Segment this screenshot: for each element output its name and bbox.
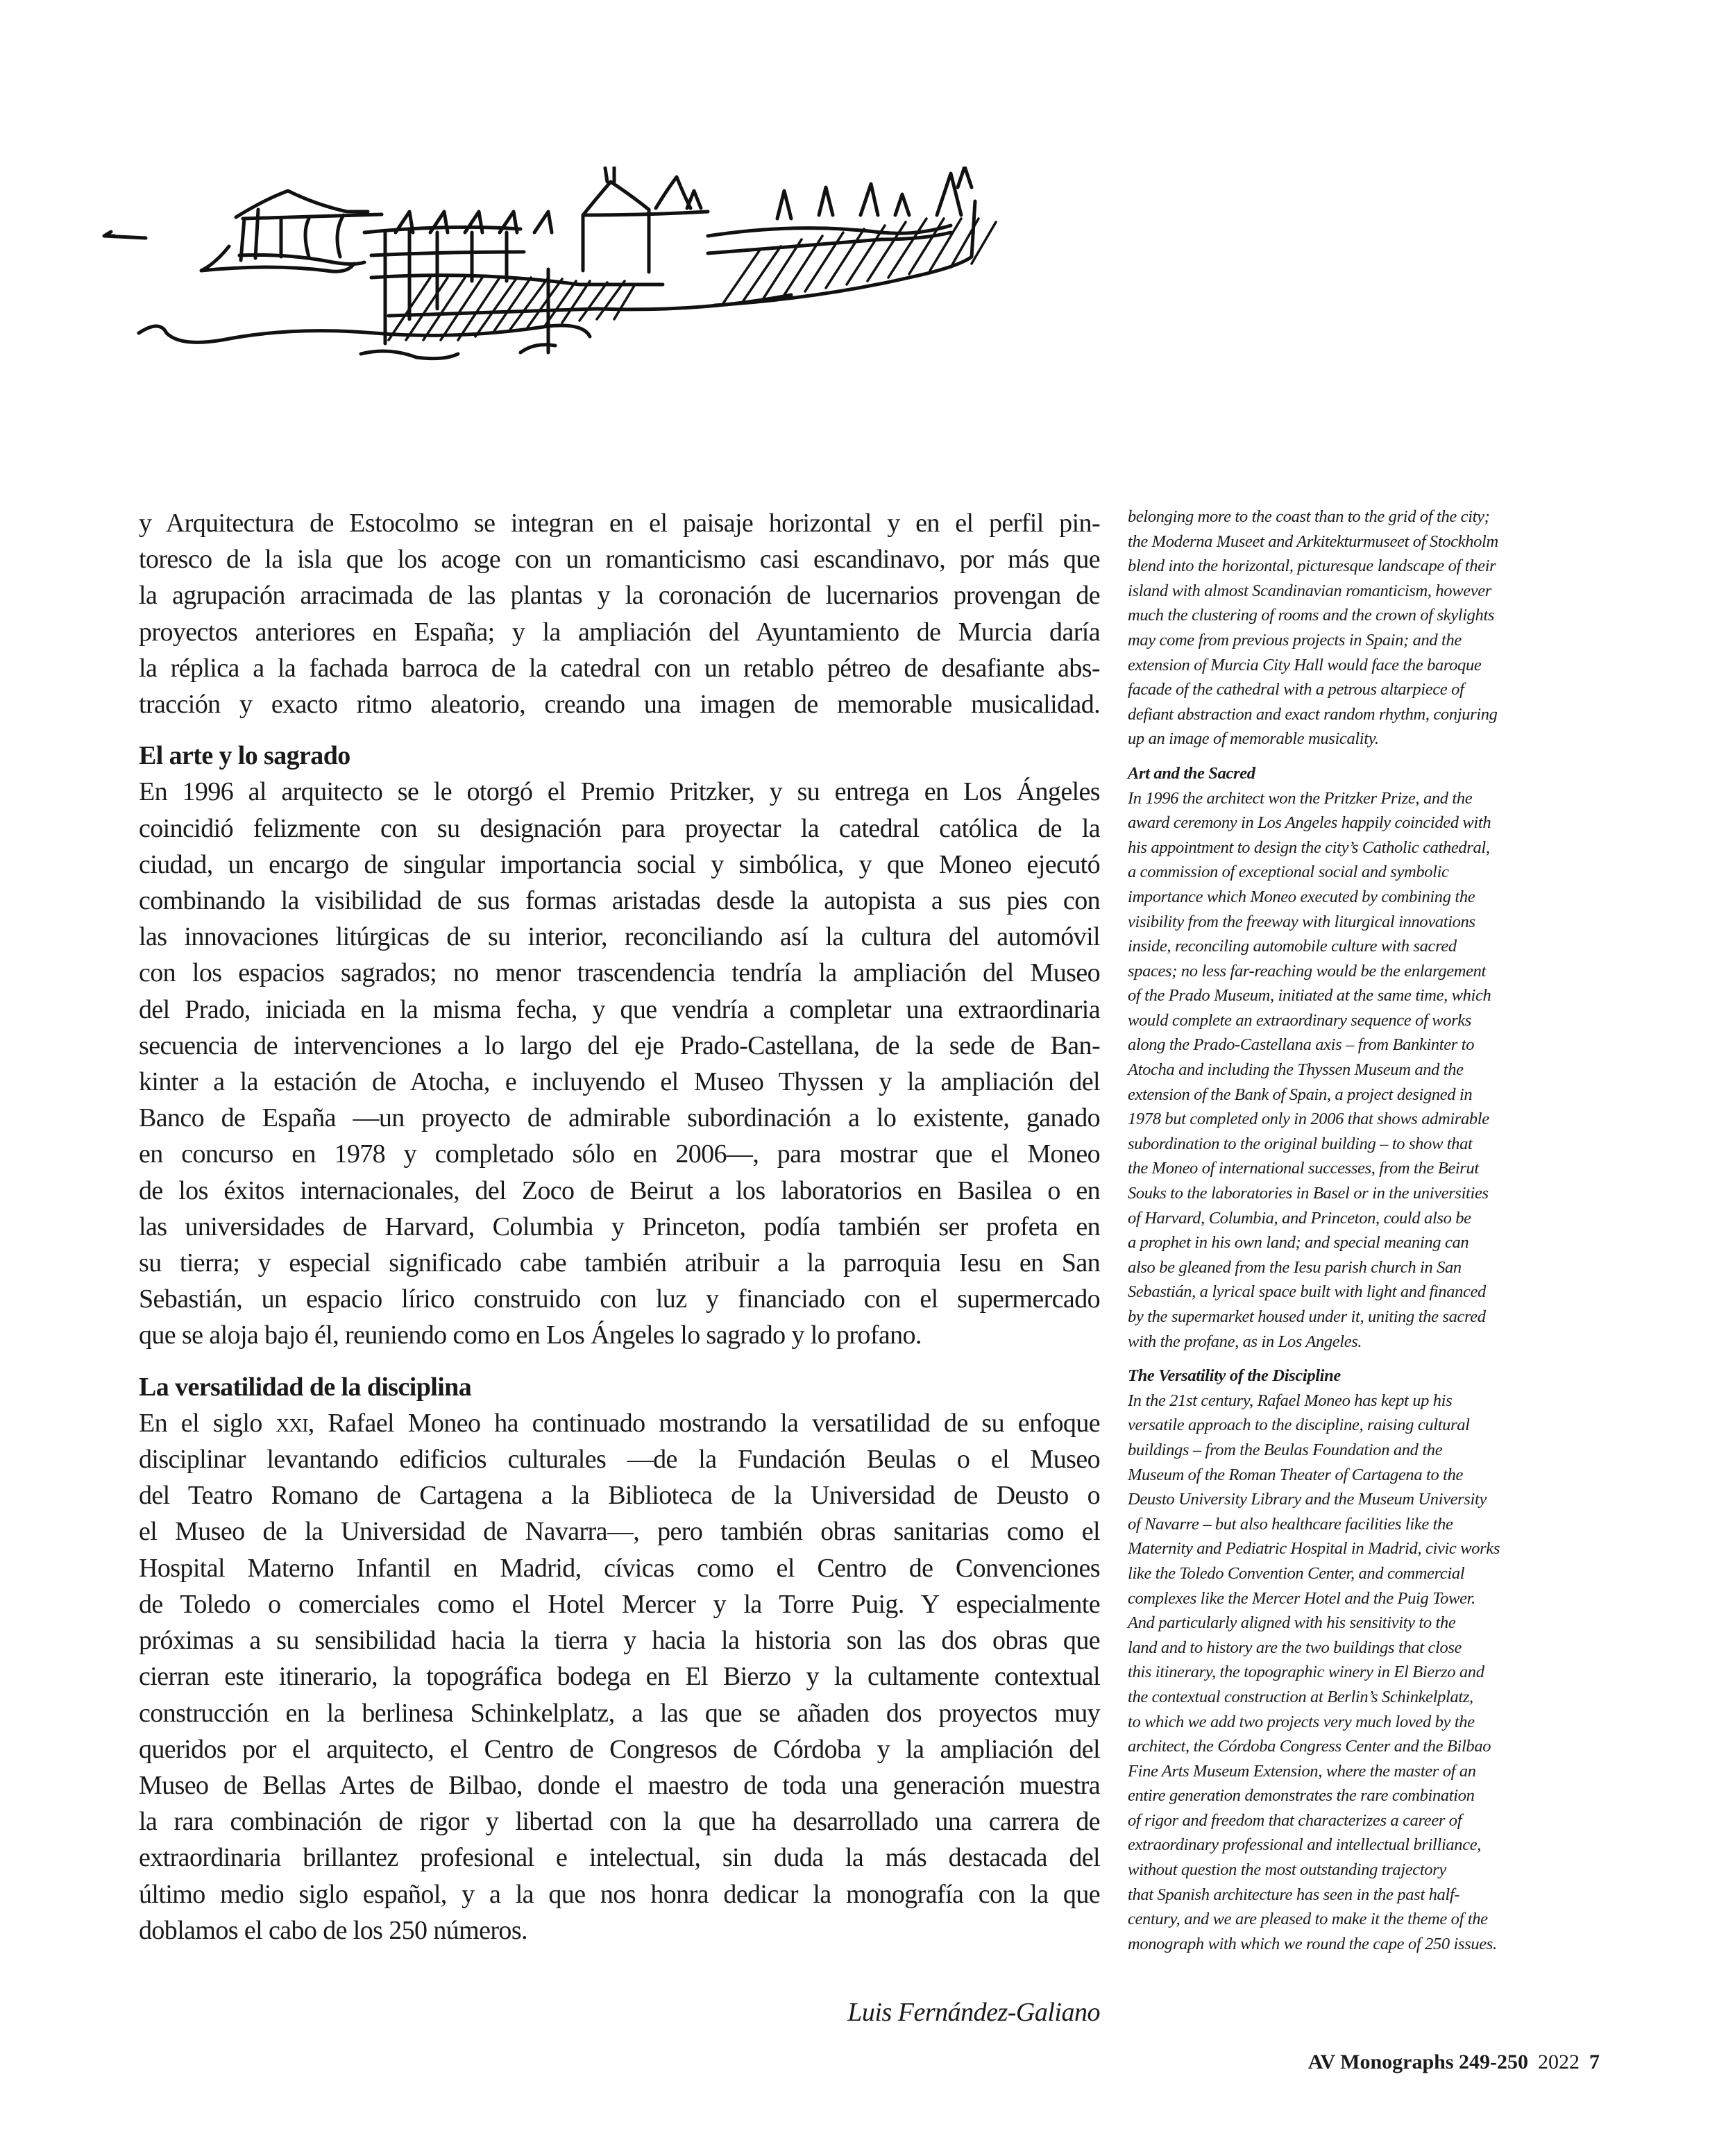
text-line: la rara combinación de rigor y libertad con la que ha desarrollado una carrera de bbox=[139, 1807, 1100, 1837]
text-line: subordination to the original building – to show that bbox=[1128, 1134, 1473, 1153]
english-section1-paragraph bbox=[1128, 786, 1614, 1355]
text-line: Banco de España —un proyecto de admirable subordinación a lo existente, ganado bbox=[139, 1103, 1100, 1133]
text-line: Museum of the Roman Theater of Cartagena to the bbox=[1128, 1465, 1464, 1484]
spanish-section2-paragraph bbox=[139, 1405, 1103, 1949]
text-line: con los espacios sagrados; no menor trascendencia tendría la ampliación del Museo bbox=[139, 958, 1100, 988]
text-line: ciudad, un encargo de singular importancia social y simbólica, y que Moneo ejecutó bbox=[139, 849, 1100, 879]
text-line: del Teatro Romano de Cartagena a la Biblioteca de la Universidad de Deusto o bbox=[139, 1481, 1100, 1511]
text-line: the contextual construction at Berlin’s Schinkelplatz, bbox=[1128, 1687, 1473, 1706]
text-line: also be gleaned from the Iesu parish church in San bbox=[1128, 1257, 1462, 1277]
text-line: to which we add two projects very much loved by the bbox=[1128, 1712, 1475, 1731]
text-line: toresco de la isla que los acoge con un romanticismo casi escandinavo, por más que bbox=[139, 545, 1100, 575]
text-line: century, and we are pleased to make it the theme of the bbox=[1128, 1910, 1488, 1929]
section-heading-art-sacred: Art and the Sacred bbox=[1128, 763, 1255, 783]
text-line: En el siglo xxi, Rafael Moneo ha continuado mostrando la versatilidad de su enfoque bbox=[139, 1408, 1100, 1438]
text-line: Souks to the laboratories in Basel or in the universities bbox=[1128, 1184, 1489, 1203]
text-line: extension of the Bank of Spain, a project designed in bbox=[1128, 1085, 1473, 1104]
text-line: combinando la visibilidad de sus formas aristadas desde la autopista a sus pies con bbox=[139, 886, 1100, 916]
english-intro-paragraph bbox=[1128, 504, 1614, 752]
text-line: of the Prado Museum, initiated at the same time, which bbox=[1128, 986, 1491, 1005]
text-line: coincidió felizmente con su designación para proyectar la catedral católica de la bbox=[139, 813, 1100, 843]
text-line: Sebastián, a lyrical space built with light and financed bbox=[1128, 1282, 1486, 1302]
text-line: En 1996 al arquitecto se le otorgó el Premio Pritzker, y su entrega en Los Ángeles bbox=[139, 777, 1100, 807]
text-line: belonging more to the coast than to the grid of the city; bbox=[1128, 507, 1490, 526]
text-line: buildings – from the Beulas Foundation and the bbox=[1128, 1440, 1443, 1459]
text-line: del Prado, iniciada en la misma fecha, y que vendría a completar una extraordinaria bbox=[139, 994, 1100, 1024]
text-line: a commission of exceptional social and symbolic bbox=[1128, 863, 1449, 882]
text-line: importance which Moneo executed by combining the bbox=[1128, 887, 1475, 906]
text-line: en concurso en 1978 y completado sólo en 2006—, para mostrar que el Moneo bbox=[139, 1139, 1100, 1169]
section-heading-arte-sagrado: El arte y lo sagrado bbox=[139, 741, 350, 771]
text-line: queridos por el arquitecto, el Centro de Congresos de Córdoba y la ampliación del bbox=[139, 1734, 1100, 1764]
text-line: tracción y exacto ritmo aleatorio, creando una imagen de memorable musicalidad. bbox=[139, 690, 1100, 720]
text-line: this itinerary, the topographic winery in El Bierzo and bbox=[1128, 1663, 1484, 1682]
text-line: la agrupación arracimada de las plantas y la coronación de lucernarios provengan de bbox=[139, 581, 1100, 611]
text-line: of Navarre – but also healthcare facilities like the bbox=[1128, 1514, 1453, 1534]
text-line: Atocha and including the Thyssen Museum and the bbox=[1128, 1060, 1464, 1080]
text-line: facade of the cathedral with a petrous altarpiece of bbox=[1128, 680, 1464, 699]
text-line: of rigor and freedom that characterizes a career of bbox=[1128, 1810, 1462, 1830]
text-line: In the 21st century, Rafael Moneo has kept up his bbox=[1128, 1391, 1453, 1410]
architectural-sketch bbox=[97, 167, 1083, 375]
text-line: of Harvard, Columbia, and Princeton, could also be bbox=[1128, 1208, 1471, 1228]
english-section2-paragraph bbox=[1128, 1389, 1614, 1957]
text-line: up an image of memorable musicality. bbox=[1128, 729, 1379, 749]
page-footer bbox=[1308, 2051, 1600, 2074]
text-line: defiant abstraction and exact random rhythm, conjuring bbox=[1128, 704, 1498, 724]
text-line: extension of Murcia City Hall would face the baroque bbox=[1128, 655, 1482, 674]
spanish-section1-paragraph bbox=[139, 774, 1103, 1353]
text-line: award ceremony in Los Angeles happily coincided with bbox=[1128, 813, 1491, 833]
text-line: monograph with which we round the cape of 250 issues. bbox=[1128, 1934, 1497, 1953]
text-line: much the clustering of rooms and the crown of skylights bbox=[1128, 606, 1495, 625]
text-line: blend into the horizontal, picturesque landscape of their bbox=[1128, 557, 1496, 576]
text-line: inside, reconciling automobile culture with sacred bbox=[1128, 937, 1457, 956]
text-line: may come from previous projects in Spain; and the bbox=[1128, 630, 1462, 650]
text-line: que se aloja bajo él, reuniendo como en Los Ángeles lo sagrado y lo profano. bbox=[139, 1321, 922, 1350]
text-line: his appointment to design the city’s Catholic cathedral, bbox=[1128, 838, 1490, 857]
text-line: Sebastián, un espacio lírico construido con luz y financiado con el supermercado bbox=[139, 1284, 1100, 1314]
text-line: entire generation demonstrates the rare combination bbox=[1128, 1786, 1475, 1806]
text-line: el Museo de la Universidad de Navarra—, pero también obras sanitarias como el bbox=[139, 1517, 1100, 1547]
text-line: kinter a la estación de Atocha, e incluyendo el Museo Thyssen y la ampliación del bbox=[139, 1067, 1100, 1097]
text-line: de los éxitos internacionales, del Zoco de Beirut a los laboratorios en Basilea o en bbox=[139, 1175, 1100, 1205]
century-numeral: xxi bbox=[276, 1408, 308, 1438]
text-line: by the supermarket housed under it, uniting the sacred bbox=[1128, 1307, 1486, 1326]
text-line: Deusto University Library and the Museum University bbox=[1128, 1490, 1487, 1509]
text-line: Museo de Bellas Artes de Bilbao, donde el maestro de toda una generación muestra bbox=[139, 1770, 1100, 1800]
text-line: along the Prado-Castellana axis – from Bankinter to bbox=[1128, 1035, 1475, 1055]
spanish-intro-paragraph bbox=[139, 505, 1103, 722]
text-line: doblamos el cabo de los 250 números. bbox=[139, 1915, 527, 1945]
english-text-column bbox=[1128, 504, 1614, 1956]
text-line: the Moderna Museet and Arkitekturmuseet of Stockholm bbox=[1128, 532, 1498, 551]
text-line: secuencia de intervenciones a lo largo del eje Prado-Castellana, de la sede de Ban- bbox=[139, 1030, 1100, 1060]
text-line: would complete an extraordinary sequence of works bbox=[1128, 1010, 1471, 1030]
spanish-text-column bbox=[139, 505, 1103, 1949]
publication-year: 2022 bbox=[1538, 2051, 1580, 2073]
text-line: cierran este itinerario, la topográfica bodega en El Bierzo y la cultamente contextual bbox=[139, 1662, 1100, 1692]
text-line: In 1996 the architect won the Pritzker Prize, and the bbox=[1128, 788, 1473, 808]
text-line: that Spanish architecture has seen in the past half- bbox=[1128, 1885, 1460, 1904]
section-heading-versatility: The Versatility of the Discipline bbox=[1128, 1366, 1341, 1386]
text-line: complexes like the Mercer Hotel and the Puig Tower. bbox=[1128, 1588, 1475, 1608]
text-line: without question the most outstanding trajectory bbox=[1128, 1860, 1446, 1880]
sketch-left-roof bbox=[236, 191, 368, 217]
text-line: Hospital Materno Infantil en Madrid, cívicas como el Centro de Convenciones bbox=[139, 1553, 1100, 1583]
text-line: with the profane, as in Los Angeles. bbox=[1128, 1332, 1362, 1351]
publication-title: AV Monographs 249-250 bbox=[1307, 2051, 1528, 2073]
text-line: Fine Arts Museum Extension, where the master of an bbox=[1128, 1761, 1476, 1781]
text-line: architect, the Córdoba Congress Center and the Bilbao bbox=[1128, 1737, 1491, 1756]
text-line: próximas a su sensibilidad hacia la tierra y hacia la historia son las dos obras que bbox=[139, 1626, 1100, 1656]
text-line: extraordinary professional and intellectual brilliance, bbox=[1128, 1835, 1482, 1855]
text-line: island with almost Scandinavian romanticism, however bbox=[1128, 581, 1491, 600]
text-line: And particularly aligned with his sensitivity to the bbox=[1128, 1613, 1456, 1633]
author-signature: Luis Fernández-Galiano bbox=[847, 1998, 1100, 2027]
text-line: último medio siglo español, y a la que nos honra dedicar la monografía con la que bbox=[139, 1879, 1100, 1909]
text-line: like the Toledo Convention Center, and commercial bbox=[1128, 1563, 1465, 1583]
text-line: de Toledo o comerciales como el Hotel Mercer y la Torre Puig. Y especialmente bbox=[139, 1589, 1100, 1619]
page-number: 7 bbox=[1589, 2051, 1600, 2073]
text-line: 1978 but completed only in 2006 that shows admirable bbox=[1128, 1110, 1489, 1129]
section-heading-versatilidad: La versatilidad de la disciplina bbox=[139, 1372, 472, 1402]
text-line: y Arquitectura de Estocolmo se integran en el paisaje horizontal y en el perfil pin- bbox=[139, 509, 1100, 538]
text-line: disciplinar levantando edificios culturales —de la Fundación Beulas o el Museo bbox=[139, 1445, 1100, 1475]
text-line: construcción en la berlinesa Schinkelplatz, a las que se añaden dos proyectos muy bbox=[139, 1698, 1100, 1728]
text-line: Maternity and Pediatric Hospital in Madrid, civic works bbox=[1128, 1539, 1500, 1559]
text-line: land and to history are the two buildings that close bbox=[1128, 1638, 1462, 1657]
text-line: spaces; no less far-reaching would be the enlargement bbox=[1128, 961, 1487, 981]
text-line: a prophet in his own land; and special meaning can bbox=[1128, 1233, 1469, 1253]
text-line: proyectos anteriores en España; y la ampliación del Ayuntamiento de Murcia daría bbox=[139, 617, 1100, 647]
text-line: the Moneo of international successes, from the Beirut bbox=[1128, 1159, 1479, 1178]
text-line: visibility from the freeway with liturgical innovations bbox=[1128, 912, 1475, 931]
text-line: la réplica a la fachada barroca de la catedral con un retablo pétreo de desafiante abs- bbox=[139, 653, 1100, 683]
text-line: versatile approach to the discipline, raising cultural bbox=[1128, 1416, 1470, 1435]
sketch-arrow bbox=[104, 232, 146, 238]
text-line: las universidades de Harvard, Columbia y Princeton, podía también ser profeta en bbox=[139, 1212, 1100, 1241]
text-line: su tierra; y especial significado cabe también atribuir a la parroquia Iesu en San bbox=[139, 1248, 1100, 1278]
text-line: extraordinaria brillantez profesional e intelectual, sin duda la más destacada del bbox=[139, 1843, 1100, 1873]
text-line: las innovaciones litúrgicas de su interior, reconciliando así la cultura del automóvil bbox=[139, 922, 1100, 952]
